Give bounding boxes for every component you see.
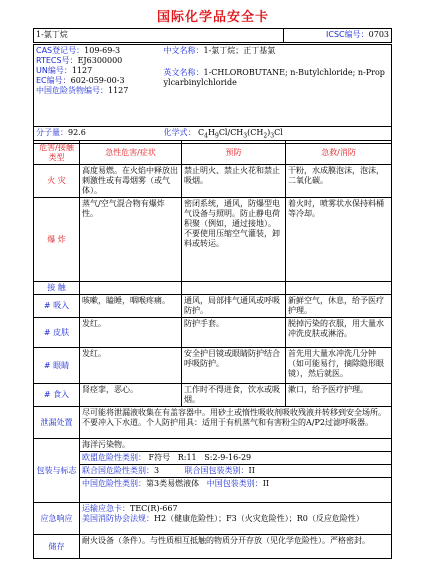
chemical-formula: 化学式： $C_4H_9Cl/CH_3(CH_2)_3Cl$ bbox=[162, 127, 392, 144]
icsc-number: ICSC编号：0703 bbox=[284, 29, 392, 43]
table-row bbox=[34, 503, 392, 535]
table-row bbox=[34, 439, 392, 503]
skin-hazard: 发红。 bbox=[80, 318, 182, 348]
skin-prevention: 防护手套。 bbox=[182, 318, 286, 348]
identification-table bbox=[33, 44, 392, 144]
eye-aid: 首先用大量水冲洗几分钟（如可能易行，摘除隐形眼镜），然后就医。 bbox=[286, 348, 392, 384]
row-label-fire: 火 灾 bbox=[34, 165, 80, 198]
col-first-aid: 急救/消防 bbox=[286, 141, 392, 165]
fire-hazard: 高度易燃。在火焰中释放出刺激性或有毒烟雾（或气体）。 bbox=[80, 165, 182, 198]
row-label-packaging: 包装与标志 bbox=[34, 439, 80, 503]
explosion-prevention: 密闭系统，通风，防爆型电气设备与照明。防止静电荷积聚（例如，通过接地）。不要使用压缩空气灌装，卸料或转运。 bbox=[182, 198, 286, 282]
ingest-hazard: 肾痉挛，恶心。 bbox=[80, 384, 182, 407]
col-exposure-type: 危害/接触类型 bbox=[34, 141, 80, 165]
table-row bbox=[34, 318, 392, 348]
eye-prevention: 安全护目镜或眼睛防护结合呼吸防护。 bbox=[182, 348, 286, 384]
molecular-weight: 分子量：92.6 bbox=[34, 127, 162, 144]
inhale-hazard: 咳嗽，瞌睡，咽喉疼痛。 bbox=[80, 295, 182, 318]
id-numbers: CAS登记号：109-69-3 RTECS号：EJ6300000 UN编号：1127 EC编号：602-059-00-3 中国危险货物编号：1127 bbox=[34, 45, 162, 127]
skin-aid: 脱掉污染的衣服，用大量水冲洗皮肤或淋浴。 bbox=[286, 318, 392, 348]
row-label-storage: 储存 bbox=[34, 535, 80, 559]
table-row bbox=[34, 165, 392, 198]
row-label-spill: 泄漏处置 bbox=[34, 407, 80, 439]
table-row bbox=[34, 384, 392, 407]
col-prevention: 预防 bbox=[182, 141, 286, 165]
table-row bbox=[34, 535, 392, 559]
card-title: 国际化学品安全卡 bbox=[156, 10, 269, 25]
explosion-aid: 着火时，喷雾状水保持料桶等冷却。 bbox=[286, 198, 392, 282]
hazard-table bbox=[33, 140, 392, 559]
spill-text: 尽可能将泄漏液收集在有盖容器中。用砂土或惰性吸收剂吸收残液并转移到安全场所。不要冲入下水道。个人防护用具：适用于有机蒸气和有害粉尘的A/P2过滤呼吸器。 bbox=[80, 407, 392, 439]
table-row bbox=[34, 282, 392, 295]
packaging-text: 海洋污染物。 欧盟危险性类别： F符号 R:11 S:2-9-16-29 联合国危险性类别：3 联合国包装类别：II 中国危险性类别：第3类易燃液体 中国包装类别：II bbox=[80, 439, 392, 503]
col-acute-hazard: 急性危害/症状 bbox=[80, 141, 182, 165]
inhale-aid: 新鲜空气，休息，给予医疗护理。 bbox=[286, 295, 392, 318]
table-row bbox=[34, 295, 392, 318]
row-label-ingest: # 食入 bbox=[34, 384, 80, 407]
table-row bbox=[34, 407, 392, 439]
row-label-exposure: 接 触 bbox=[34, 282, 80, 295]
ingest-prevention: 工作时不得进食，饮水或吸烟。 bbox=[182, 384, 286, 407]
explosion-hazard: 蒸气/空气混合物有爆炸性。 bbox=[80, 198, 182, 282]
inhale-prevention: 通风，局部排气通风或呼吸防护。 bbox=[182, 295, 286, 318]
storage-text: 耐火设备（条件）。与性质相互抵触的物质分开存放（见化学危险性）。严格密封。 bbox=[80, 535, 392, 559]
fire-aid: 干粉，水成膜泡沫，泡沫，二氧化碳。 bbox=[286, 165, 392, 198]
row-label-skin: # 皮肤 bbox=[34, 318, 80, 348]
fire-prevention: 禁止明火、禁止火花和禁止吸烟。 bbox=[182, 165, 286, 198]
emergency-text: 运输应急卡：TEC(R)-667 美国消防协会法规：H2（健康危险性）；F3（火灾危险性）；R0（反应危险性） bbox=[80, 503, 392, 535]
row-label-inhale: # 吸入 bbox=[34, 295, 80, 318]
header-table bbox=[33, 28, 392, 43]
table-row bbox=[34, 198, 392, 282]
names-block: 中文名称：1-氯丁烷；正丁基氯 英文名称：1-CHLOROBUTANE; n-Butylchloride; n-Propylcarbinylchloride bbox=[162, 45, 392, 127]
chemical-name: 1-氯丁烷 bbox=[34, 29, 284, 43]
row-label-explosion: 爆 炸 bbox=[34, 198, 80, 282]
table-row bbox=[34, 348, 392, 384]
row-label-eye: # 眼睛 bbox=[34, 348, 80, 384]
ingest-aid: 漱口，给予医疗护理。 bbox=[286, 384, 392, 407]
row-label-emergency: 应急响应 bbox=[34, 503, 80, 535]
eye-hazard: 发红。 bbox=[80, 348, 182, 384]
